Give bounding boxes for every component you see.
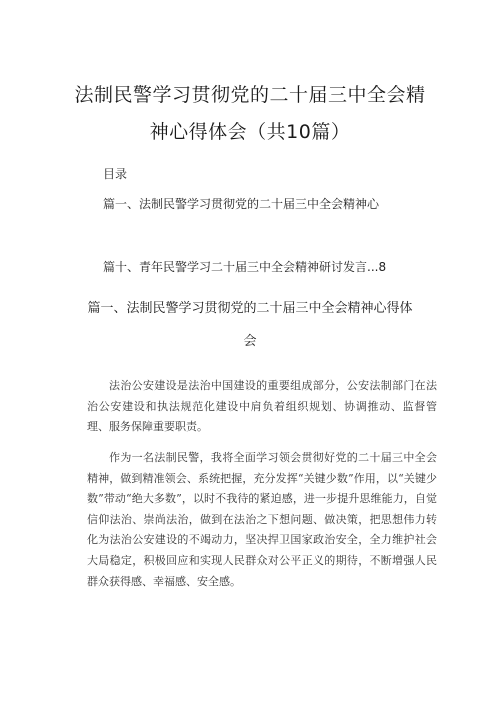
toc-heading: 目录 [103, 167, 128, 181]
section-title-line-2: 会 [243, 334, 257, 349]
toc-item-10[interactable]: 篇十、青年民警学习二十届三中全会精神研讨发言...8 [103, 260, 387, 274]
section-title-line-1: 篇一、法制民警学习贯彻党的二十届三中全会精神心得体 [87, 301, 413, 316]
document-title-line-2: 神心得体会（共10篇） [149, 121, 351, 143]
toc-item-1[interactable]: 篇一、法制民警学习贯彻党的二十届三中全会精神心 [103, 197, 380, 211]
document-title-line-1: 法制民警学习贯彻党的二十届三中全会精 [74, 84, 426, 106]
body-paragraph-1: 法治公安建设是法治中国建设的重要组成部分，公安法制部门在法治公安建设和执法规范化建设中肩负着组织规划、协调推动、监督管理、服务保障重要职责。 [87, 379, 437, 434]
body-paragraph-2: 作为一名法制民警，我将全面学习领会贯彻好党的二十届三中全会精神，做到精准领会、系统把握，充分发挥“关键少数”作用，以“关键少数”带动“绝大多数”，以时不我待的紧迫感，进一步提升思维能力，自觉信仰法治、崇尚法治，做到在法治之下想问题、做决策，把思想伟力转化为法治公安建设的不竭动力，坚决捍卫国家政治安全，全力维护社会大局稳定，积极回应和实现人民群众对公平正义的期待，不断增强人民群众获得感、幸福感、安全感。 [87, 451, 437, 588]
